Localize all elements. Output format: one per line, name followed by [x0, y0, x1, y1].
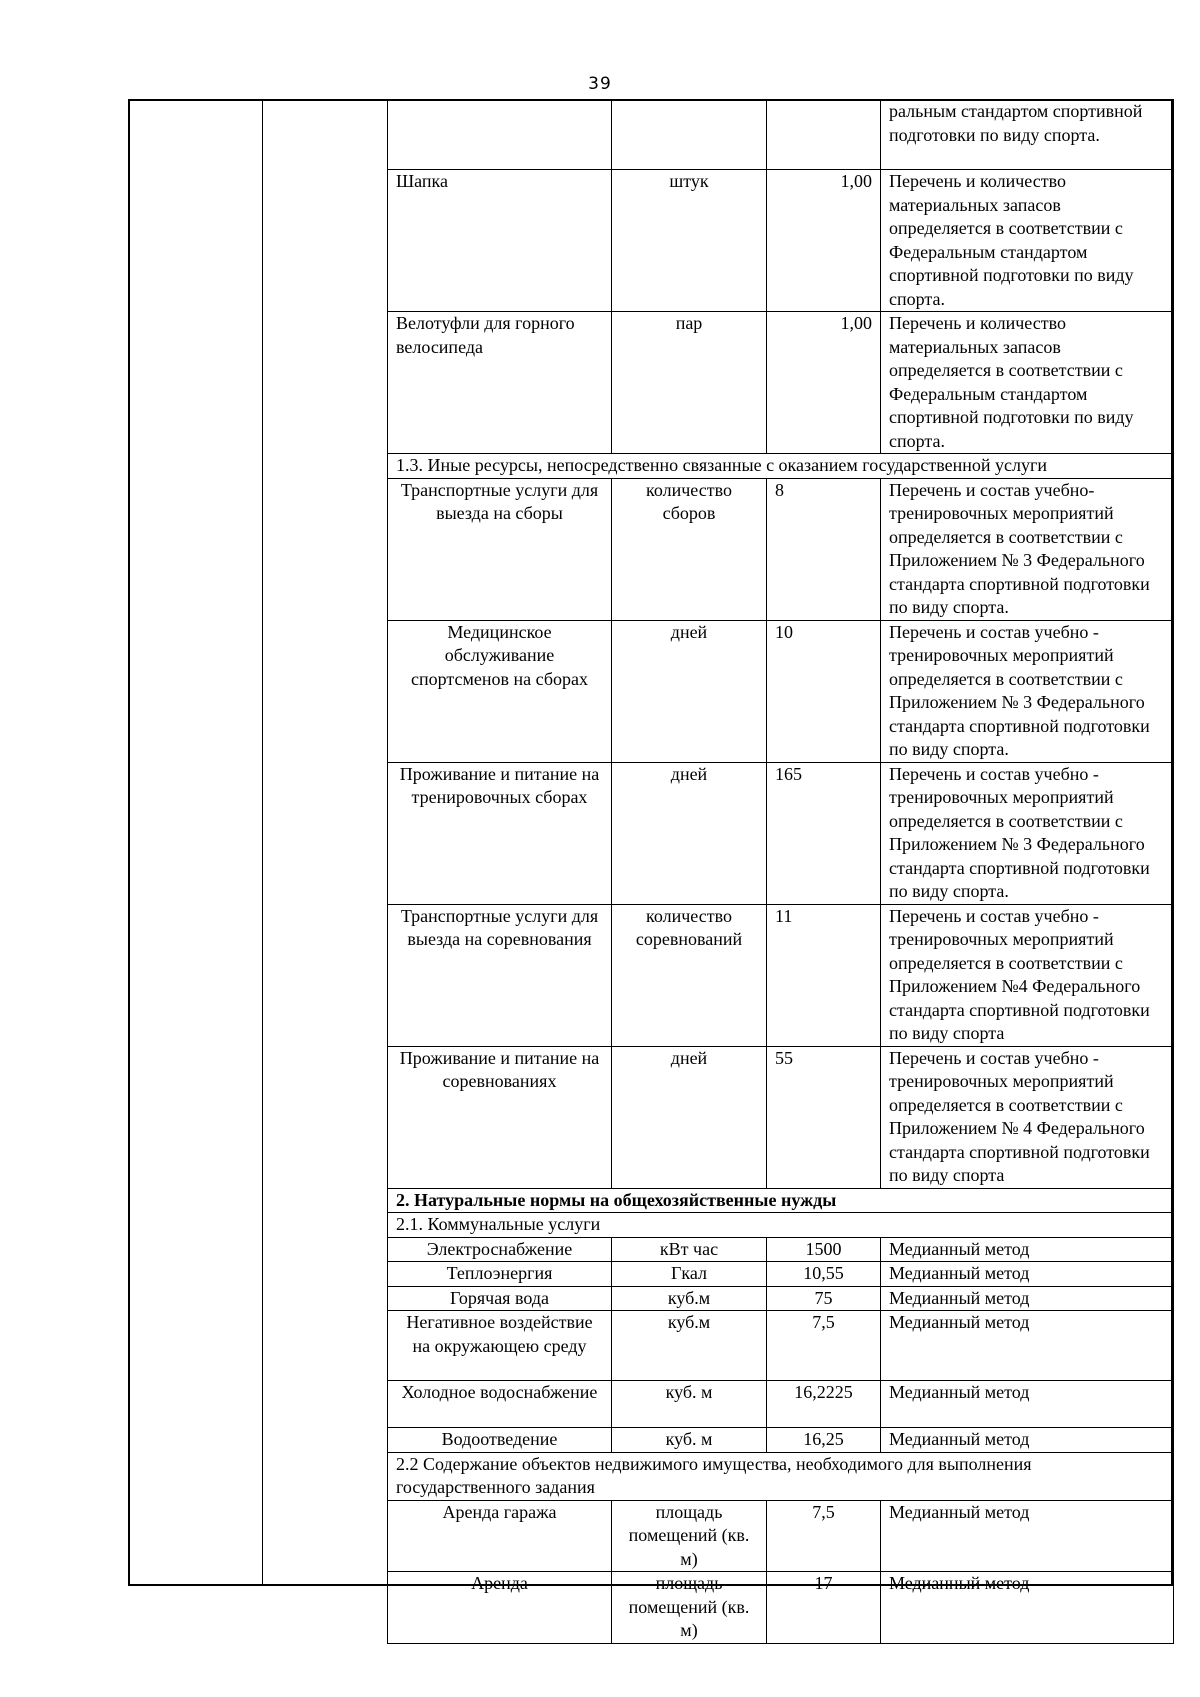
resource-qty	[767, 100, 881, 170]
resource-unit: площадь помещений (кв. м)	[612, 1572, 767, 1644]
resource-qty: 10	[767, 620, 881, 762]
resource-note: Медианный метод	[881, 1428, 1174, 1453]
resource-name: Проживание и питание на соревнованиях	[388, 1046, 612, 1188]
resource-name: Теплоэнергия	[388, 1262, 612, 1287]
resource-unit: куб. м	[612, 1381, 767, 1428]
table-row	[388, 1237, 1174, 1262]
resource-note: Перечень и количество материальных запасов определяется в соответствии с Федеральным стандартом спортивной подготовки по виду спорта.	[881, 312, 1174, 454]
resource-unit: пар	[612, 312, 767, 454]
resource-name	[388, 100, 612, 170]
resource-unit: штук	[612, 170, 767, 312]
resource-note: Медианный метод	[881, 1381, 1174, 1428]
resource-qty: 17	[767, 1572, 881, 1644]
table-row	[388, 1262, 1174, 1287]
resource-unit	[612, 100, 767, 170]
resource-unit: количество соревнований	[612, 904, 767, 1046]
table-row	[388, 762, 1174, 904]
resource-note: Медианный метод	[881, 1237, 1174, 1262]
section-2-1-heading: 2.1. Коммунальные услуги	[388, 1213, 1174, 1238]
resource-name: Транспортные услуги для выезда на соревнования	[388, 904, 612, 1046]
resource-qty: 7,5	[767, 1311, 881, 1381]
section-heading-row	[388, 1188, 1174, 1213]
resource-name: Холодное водоснабжение	[388, 1381, 612, 1428]
resource-qty: 75	[767, 1286, 881, 1311]
section-1-3-heading: 1.3. Иные ресурсы, непосредственно связанные с оказанием государственной услуги	[388, 454, 1174, 479]
table-row	[388, 620, 1174, 762]
table-row	[388, 904, 1174, 1046]
table-row	[388, 1381, 1174, 1428]
resource-unit: кВт час	[612, 1237, 767, 1262]
table-row	[388, 100, 1174, 170]
resource-note: Медианный метод	[881, 1262, 1174, 1287]
resource-norms-table	[387, 99, 1174, 1644]
resource-note: Перечень и состав учебно - тренировочных мероприятий определяется в соответствии с Приложением № 4 Федерального стандарта спортивной подготовки по виду спорта	[881, 1046, 1174, 1188]
resource-note: Перечень и состав учебно - тренировочных мероприятий определяется в соответствии с Приложением № 3 Федерального стандарта спортивной подготовки по виду спорта.	[881, 762, 1174, 904]
table-row	[388, 1046, 1174, 1188]
table-row	[388, 1311, 1174, 1381]
resource-note: Медианный метод	[881, 1500, 1174, 1572]
table-row	[388, 312, 1174, 454]
resource-note: Перечень и состав учебно-тренировочных мероприятий определяется в соответствии с Приложением № 3 Федерального стандарта спортивной подготовки по виду спорта.	[881, 478, 1174, 620]
resource-qty: 165	[767, 762, 881, 904]
resource-name: Электроснабжение	[388, 1237, 612, 1262]
section-heading-row	[388, 1213, 1174, 1238]
resource-name: Велотуфли для горного велосипеда	[388, 312, 612, 454]
resource-note: Перечень и количество материальных запасов определяется в соответствии с Федеральным стандартом спортивной подготовки по виду спорта.	[881, 170, 1174, 312]
resource-qty: 16,25	[767, 1428, 881, 1453]
resource-unit: дней	[612, 762, 767, 904]
section-2-heading: 2. Натуральные нормы на общехозяйственные нужды	[388, 1188, 1174, 1213]
resource-qty: 11	[767, 904, 881, 1046]
resource-unit: площадь помещений (кв. м)	[612, 1500, 767, 1572]
column-divider-1	[262, 99, 263, 1586]
resource-name: Водоотведение	[388, 1428, 612, 1453]
section-heading-row	[388, 454, 1174, 479]
resource-note: Перечень и состав учебно - тренировочных мероприятий определяется в соответствии с Приложением № 3 Федерального стандарта спортивной подготовки по виду спорта.	[881, 620, 1174, 762]
resource-name: Медицинское обслуживание спортсменов на сборах	[388, 620, 612, 762]
resource-name: Горячая вода	[388, 1286, 612, 1311]
resource-name: Шапка	[388, 170, 612, 312]
resource-name: Аренда гаража	[388, 1500, 612, 1572]
resource-note: Перечень и состав учебно - тренировочных мероприятий определяется в соответствии с Приложением №4 Федерального стандарта спортивной подготовки по виду спорта	[881, 904, 1174, 1046]
resource-qty: 55	[767, 1046, 881, 1188]
section-heading-row	[388, 1452, 1174, 1500]
resource-note: Медианный метод	[881, 1572, 1174, 1644]
resource-unit: дней	[612, 620, 767, 762]
table-row	[388, 478, 1174, 620]
resource-qty: 16,2225	[767, 1381, 881, 1428]
table-row	[388, 1286, 1174, 1311]
resource-qty: 7,5	[767, 1500, 881, 1572]
resource-qty: 1,00	[767, 170, 881, 312]
resource-qty: 10,55	[767, 1262, 881, 1287]
table-row	[388, 1500, 1174, 1572]
resource-note: Медианный метод	[881, 1286, 1174, 1311]
resource-note: Медианный метод	[881, 1311, 1174, 1381]
resource-unit: Гкал	[612, 1262, 767, 1287]
page-number: 39	[588, 74, 612, 94]
resource-name: Аренда	[388, 1572, 612, 1644]
resource-qty: 1,00	[767, 312, 881, 454]
table-row	[388, 170, 1174, 312]
resource-name: Транспортные услуги для выезда на сборы	[388, 478, 612, 620]
resource-note: ральным стандартом спортивной подготовки по виду спорта.	[881, 100, 1174, 170]
table-row	[388, 1428, 1174, 1453]
resource-name: Проживание и питание на тренировочных сборах	[388, 762, 612, 904]
resource-unit: количество сборов	[612, 478, 767, 620]
resource-qty: 1500	[767, 1237, 881, 1262]
section-2-2-heading: 2.2 Содержание объектов недвижимого имущества, необходимого для выполнения государственного задания	[388, 1452, 1174, 1500]
resource-unit: куб. м	[612, 1428, 767, 1453]
resource-unit: дней	[612, 1046, 767, 1188]
resource-unit: куб.м	[612, 1311, 767, 1381]
resource-name: Негативное воздействие на окружающею среду	[388, 1311, 612, 1381]
resource-unit: куб.м	[612, 1286, 767, 1311]
resource-qty: 8	[767, 478, 881, 620]
table-row	[388, 1572, 1174, 1644]
